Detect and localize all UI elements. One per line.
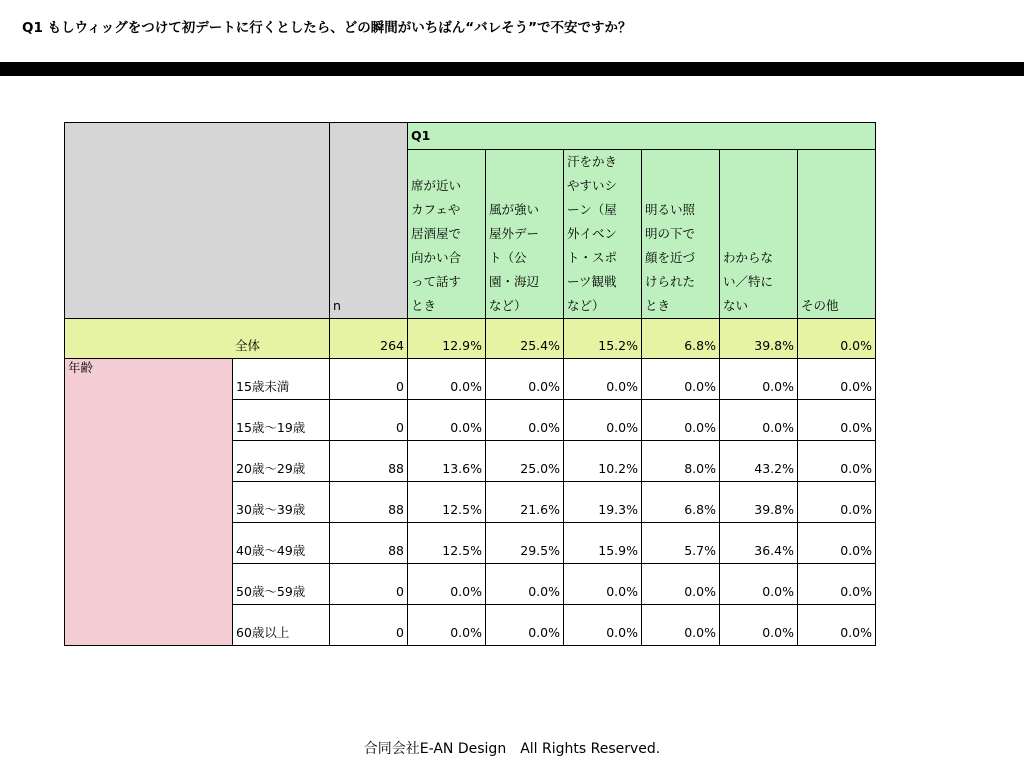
- option-header-line: など）: [567, 298, 605, 313]
- row-value: 15.9%: [564, 523, 642, 564]
- row-value: 0.0%: [720, 564, 798, 605]
- option-header-line: わからな: [723, 250, 774, 265]
- crosstab-table: [64, 122, 876, 646]
- total-value: 25.4%: [486, 319, 564, 359]
- row-n: 0: [330, 564, 408, 605]
- row-label: 50歳〜59歳: [233, 564, 330, 605]
- row-n: 88: [330, 482, 408, 523]
- row-n: 0: [330, 605, 408, 646]
- option-header-line: その他: [801, 298, 839, 313]
- row-value: 0.0%: [408, 605, 486, 646]
- option-header-line: 居酒屋で: [411, 226, 462, 241]
- option-header-cell: [798, 150, 876, 319]
- row-value: 0.0%: [798, 605, 876, 646]
- row-value: 0.0%: [564, 605, 642, 646]
- option-header-line: 向かい合: [411, 250, 462, 265]
- row-value: 0.0%: [642, 400, 720, 441]
- row-value: 0.0%: [798, 564, 876, 605]
- row-n: 0: [330, 400, 408, 441]
- row-label: 15歳未満: [233, 359, 330, 400]
- table-row: [65, 359, 876, 400]
- question-title: Q1 もしウィッグをつけて初デートに行くとしたら、どの瞬間がいちばん“バレそう”で不安ですか？: [22, 20, 632, 36]
- option-header-line: 明の下で: [645, 226, 696, 241]
- row-label: 60歳以上: [233, 605, 330, 646]
- option-header-line: ーン（屋: [567, 202, 617, 217]
- total-n: 264: [330, 319, 408, 359]
- row-value: 0.0%: [486, 359, 564, 400]
- option-header-line: 席が近い: [411, 178, 462, 193]
- row-n: 88: [330, 523, 408, 564]
- row-label: 30歳〜39歳: [233, 482, 330, 523]
- row-value: 5.7%: [642, 523, 720, 564]
- option-header-line: ーツ観戦: [567, 274, 617, 289]
- option-header-line: 風が強い: [489, 202, 540, 217]
- option-header-line: 屋外デー: [489, 226, 540, 241]
- option-header-line: など）: [489, 298, 527, 313]
- row-value: 0.0%: [642, 605, 720, 646]
- row-value: 0.0%: [720, 605, 798, 646]
- total-label: 全体: [65, 319, 330, 359]
- row-value: 21.6%: [486, 482, 564, 523]
- row-value: 25.0%: [486, 441, 564, 482]
- option-header-cell: [642, 150, 720, 319]
- row-n: 0: [330, 359, 408, 400]
- option-header-line: とき: [645, 298, 671, 313]
- total-value: 6.8%: [642, 319, 720, 359]
- option-header-line: って話す: [411, 274, 462, 289]
- row-value: 0.0%: [642, 564, 720, 605]
- option-header-line: 明るい照: [645, 202, 696, 217]
- title-divider-bar: [0, 62, 1024, 76]
- option-header-cell: [486, 150, 564, 319]
- row-value: 8.0%: [642, 441, 720, 482]
- total-row: [65, 319, 876, 359]
- row-value: 43.2%: [720, 441, 798, 482]
- row-value: 0.0%: [408, 400, 486, 441]
- option-header-line: 汗をかき: [567, 154, 618, 169]
- row-label: 15歳〜19歳: [233, 400, 330, 441]
- row-value: 0.0%: [642, 359, 720, 400]
- age-group-label: 年齢: [65, 359, 233, 646]
- row-value: 0.0%: [720, 400, 798, 441]
- row-value: 29.5%: [486, 523, 564, 564]
- option-header-line: ない: [723, 298, 749, 313]
- row-value: 19.3%: [564, 482, 642, 523]
- row-value: 39.8%: [720, 482, 798, 523]
- row-value: 36.4%: [720, 523, 798, 564]
- row-value: 0.0%: [798, 441, 876, 482]
- option-header-line: 園・海辺: [489, 274, 540, 289]
- copyright-footer: 合同会社E-AN Design All Rights Reserved.: [363, 741, 661, 757]
- option-header-line: カフェや: [411, 202, 461, 217]
- row-value: 0.0%: [564, 359, 642, 400]
- total-value: 12.9%: [408, 319, 486, 359]
- header-row-question: [65, 123, 876, 150]
- header-corner-cell: [65, 123, 330, 319]
- row-value: 0.0%: [486, 564, 564, 605]
- total-value: 39.8%: [720, 319, 798, 359]
- option-header-line: やすいシ: [567, 178, 618, 193]
- option-header-cell: [720, 150, 798, 319]
- question-header-cell: Q1: [408, 123, 876, 150]
- row-value: 12.5%: [408, 482, 486, 523]
- row-value: 0.0%: [408, 564, 486, 605]
- option-header-line: 外イベン: [567, 226, 618, 241]
- row-value: 0.0%: [798, 359, 876, 400]
- row-value: 0.0%: [798, 400, 876, 441]
- row-value: 12.5%: [408, 523, 486, 564]
- row-value: 0.0%: [486, 605, 564, 646]
- row-value: 6.8%: [642, 482, 720, 523]
- n-header-cell: n: [330, 123, 408, 319]
- option-header-cell: [408, 150, 486, 319]
- option-header-line: 顔を近づ: [645, 250, 696, 265]
- option-header-line: とき: [411, 298, 437, 313]
- option-header-line: ト・スポ: [567, 250, 618, 265]
- row-value: 0.0%: [486, 400, 564, 441]
- row-value: 0.0%: [408, 359, 486, 400]
- total-value: 15.2%: [564, 319, 642, 359]
- row-value: 10.2%: [564, 441, 642, 482]
- row-value: 0.0%: [720, 359, 798, 400]
- row-value: 0.0%: [798, 482, 876, 523]
- row-value: 0.0%: [798, 523, 876, 564]
- option-header-line: い／特に: [723, 274, 774, 289]
- row-label: 20歳〜29歳: [233, 441, 330, 482]
- row-value: 0.0%: [564, 564, 642, 605]
- row-value: 0.0%: [564, 400, 642, 441]
- row-value: 13.6%: [408, 441, 486, 482]
- total-value: 0.0%: [798, 319, 876, 359]
- option-header-line: ト（公: [489, 250, 527, 265]
- row-label: 40歳〜49歳: [233, 523, 330, 564]
- option-header-cell: [564, 150, 642, 319]
- row-n: 88: [330, 441, 408, 482]
- option-header-line: けられた: [645, 274, 696, 289]
